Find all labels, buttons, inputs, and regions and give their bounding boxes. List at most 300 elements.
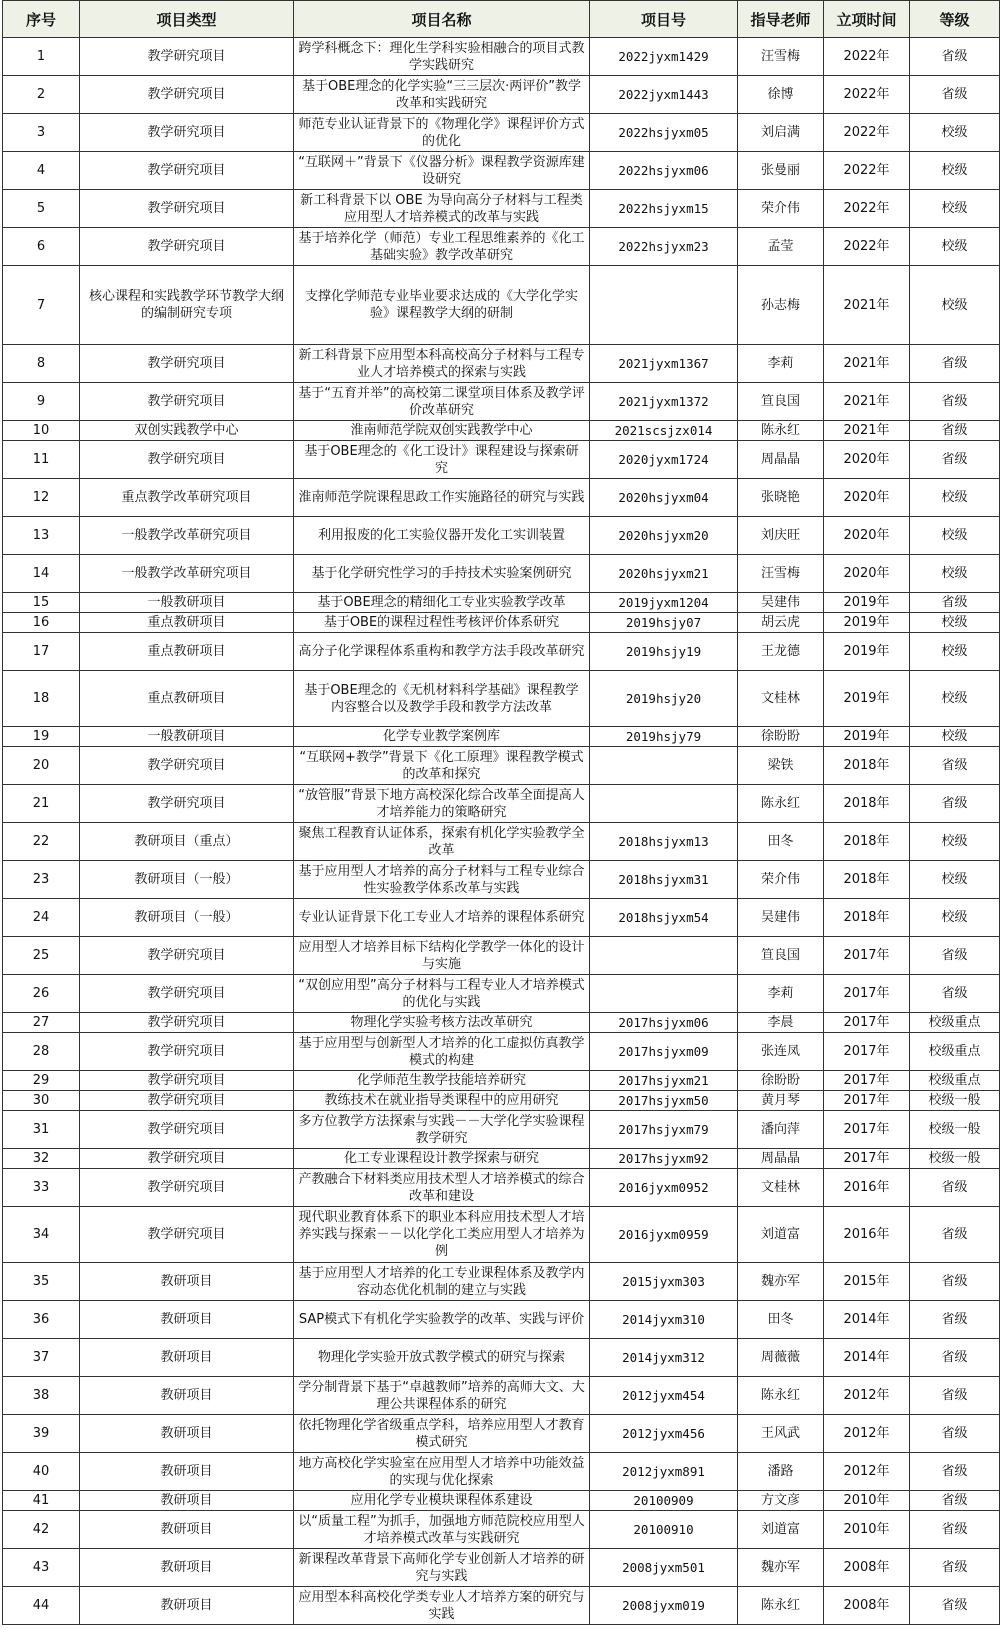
cell-name: 现代职业教育体系下的职业本科应用技术型人才培养实践与探索－－以化学化工类应用型人才培养为例 (294, 1207, 590, 1263)
cell-name: 专业认证背景下化工专业人才培养的课程体系研究 (294, 899, 590, 937)
cell-level: 省级 (910, 1263, 1000, 1301)
cell-teacher: 田冬 (738, 1301, 824, 1339)
cell-no: 24 (3, 899, 80, 937)
cell-level: 省级 (910, 593, 1000, 613)
cell-name: 基于OBE理念的化学实验“三三层次·两评价”教学改革和实践研究 (294, 76, 590, 114)
cell-teacher: 周晶晶 (738, 441, 824, 479)
cell-code (590, 785, 738, 823)
cell-type: 教研项目（一般） (80, 899, 294, 937)
cell-level: 校级重点 (910, 1071, 1000, 1091)
projects-table (2, 0, 1000, 1625)
table-row (3, 1453, 1000, 1491)
cell-teacher: 李晨 (738, 1013, 824, 1033)
cell-type: 一般教研项目 (80, 727, 294, 747)
cell-code: 2012jyxm456 (590, 1415, 738, 1453)
cell-no: 27 (3, 1013, 80, 1033)
cell-code: 2019hsjy19 (590, 633, 738, 671)
cell-code: 2008jyxm501 (590, 1549, 738, 1587)
cell-no: 18 (3, 671, 80, 727)
cell-level: 校级一般 (910, 1149, 1000, 1169)
cell-name: SAP模式下有机化学实验教学的改革、实践与评价 (294, 1301, 590, 1339)
cell-teacher: 荣介伟 (738, 861, 824, 899)
cell-year: 2017年 (824, 1149, 910, 1169)
cell-teacher: 刘道富 (738, 1207, 824, 1263)
cell-name: 新课程改革背景下高师化学专业创新人才培养的研究与实践 (294, 1549, 590, 1587)
cell-code: 2019hsjy79 (590, 727, 738, 747)
cell-year: 2017年 (824, 1091, 910, 1111)
cell-code: 2017hsjyxm09 (590, 1033, 738, 1071)
table-row (3, 1207, 1000, 1263)
cell-year: 2022年 (824, 228, 910, 266)
cell-no: 17 (3, 633, 80, 671)
cell-level: 省级 (910, 1169, 1000, 1207)
cell-teacher: 刘庆旺 (738, 517, 824, 555)
cell-name: 教练技术在就业指导类课程中的应用研究 (294, 1091, 590, 1111)
cell-level: 校级 (910, 228, 1000, 266)
table-row (3, 1415, 1000, 1453)
cell-type: 教学研究项目 (80, 937, 294, 975)
cell-type: 教学研究项目 (80, 114, 294, 152)
cell-name: 物理化学实验考核方法改革研究 (294, 1013, 590, 1033)
cell-type: 教学研究项目 (80, 975, 294, 1013)
cell-no: 26 (3, 975, 80, 1013)
cell-level: 校级 (910, 671, 1000, 727)
table-row (3, 633, 1000, 671)
cell-code: 2020hsjyxm21 (590, 555, 738, 593)
table-row (3, 38, 1000, 76)
cell-level: 校级一般 (910, 1091, 1000, 1111)
cell-type: 教研项目 (80, 1339, 294, 1377)
cell-teacher: 刘启满 (738, 114, 824, 152)
table-row (3, 1491, 1000, 1511)
cell-type: 一般教研项目 (80, 593, 294, 613)
cell-teacher: 田冬 (738, 823, 824, 861)
table-row (3, 1511, 1000, 1549)
cell-name: 基于OBE理念的精细化工专业实验教学改革 (294, 593, 590, 613)
cell-no: 9 (3, 383, 80, 421)
cell-type: 重点教研项目 (80, 613, 294, 633)
table-row (3, 1169, 1000, 1207)
cell-name: 基于OBE理念的《无机材料科学基础》课程教学内容整合以及教学手段和教学方法改革 (294, 671, 590, 727)
cell-no: 40 (3, 1453, 80, 1491)
cell-name: 地方高校化学实验室在应用型人才培养中功能效益的实现与优化探索 (294, 1453, 590, 1491)
cell-name: 高分子化学课程体系重构和教学方法手段改革研究 (294, 633, 590, 671)
cell-code: 2019hsjy07 (590, 613, 738, 633)
cell-no: 8 (3, 345, 80, 383)
cell-code: 2014jyxm312 (590, 1339, 738, 1377)
table-row (3, 345, 1000, 383)
table-row (3, 441, 1000, 479)
cell-no: 25 (3, 937, 80, 975)
cell-type: 教学研究项目 (80, 383, 294, 421)
cell-code: 2022jyxm1429 (590, 38, 738, 76)
cell-level: 校级 (910, 613, 1000, 633)
cell-type: 教研项目 (80, 1301, 294, 1339)
cell-code: 2008jyxm019 (590, 1587, 738, 1625)
table-row (3, 937, 1000, 975)
cell-year: 2012年 (824, 1415, 910, 1453)
cell-no: 28 (3, 1033, 80, 1071)
cell-no: 4 (3, 152, 80, 190)
header-name: 项目名称 (294, 1, 590, 38)
cell-no: 5 (3, 190, 80, 228)
cell-type: 一般教学改革研究项目 (80, 517, 294, 555)
cell-code (590, 747, 738, 785)
cell-type: 重点教学改革研究项目 (80, 479, 294, 517)
cell-name: 新工科背景下以 OBE 为导向高分子材料与工程类应用型人才培养模式的改革与实践 (294, 190, 590, 228)
cell-type: 教研项目 (80, 1511, 294, 1549)
header-no: 序号 (3, 1, 80, 38)
cell-name: “双创应用型”高分子材料与工程专业人才培养模式的优化与实践 (294, 975, 590, 1013)
cell-teacher: 李莉 (738, 345, 824, 383)
table-row (3, 1033, 1000, 1071)
cell-level: 省级 (910, 1301, 1000, 1339)
cell-teacher: 文桂林 (738, 671, 824, 727)
cell-code: 2018hsjyxm54 (590, 899, 738, 937)
cell-name: 基于OBE的课程过程性考核评价体系研究 (294, 613, 590, 633)
cell-teacher: 陈永红 (738, 421, 824, 441)
cell-level: 省级 (910, 1511, 1000, 1549)
cell-teacher: 梁铁 (738, 747, 824, 785)
table-row (3, 421, 1000, 441)
cell-no: 44 (3, 1587, 80, 1625)
cell-name: “互联网+教学”背景下《化工原理》课程教学模式的改革和探究 (294, 747, 590, 785)
cell-type: 一般教学改革研究项目 (80, 555, 294, 593)
cell-type: 教研项目 (80, 1377, 294, 1415)
cell-year: 2017年 (824, 1111, 910, 1149)
cell-teacher: 周薇薇 (738, 1339, 824, 1377)
cell-no: 22 (3, 823, 80, 861)
cell-level: 校级重点 (910, 1013, 1000, 1033)
cell-code: 2019jyxm1204 (590, 593, 738, 613)
cell-level: 省级 (910, 1339, 1000, 1377)
table-row (3, 823, 1000, 861)
cell-year: 2019年 (824, 727, 910, 747)
cell-code: 2017hsjyxm21 (590, 1071, 738, 1091)
header-type: 项目类型 (80, 1, 294, 38)
cell-level: 省级 (910, 1491, 1000, 1511)
cell-level: 省级 (910, 38, 1000, 76)
cell-year: 2008年 (824, 1587, 910, 1625)
cell-type: 教学研究项目 (80, 747, 294, 785)
cell-type: 教学研究项目 (80, 1149, 294, 1169)
table-row (3, 1091, 1000, 1111)
table-row (3, 76, 1000, 114)
table-row (3, 861, 1000, 899)
cell-level: 省级 (910, 747, 1000, 785)
cell-name: 基于应用型与创新型人才培养的化工虚拟仿真教学模式的构建 (294, 1033, 590, 1071)
cell-code: 2022hsjyxm15 (590, 190, 738, 228)
table-row (3, 1339, 1000, 1377)
cell-no: 12 (3, 479, 80, 517)
cell-no: 32 (3, 1149, 80, 1169)
cell-type: 教研项目 (80, 1549, 294, 1587)
cell-code: 2022hsjyxm06 (590, 152, 738, 190)
cell-code (590, 937, 738, 975)
cell-name: 化工专业课程设计教学探索与研究 (294, 1149, 590, 1169)
cell-code: 2015jyxm303 (590, 1263, 738, 1301)
cell-year: 2018年 (824, 747, 910, 785)
cell-no: 37 (3, 1339, 80, 1377)
cell-name: 基于化学研究性学习的手持技术实验案例研究 (294, 555, 590, 593)
cell-code: 2020hsjyxm20 (590, 517, 738, 555)
cell-level: 校级 (910, 517, 1000, 555)
cell-teacher: 徐博 (738, 76, 824, 114)
table-row (3, 228, 1000, 266)
cell-year: 2012年 (824, 1453, 910, 1491)
cell-level: 省级 (910, 1377, 1000, 1415)
cell-type: 教研项目 (80, 1415, 294, 1453)
cell-code: 2018hsjyxm31 (590, 861, 738, 899)
cell-year: 2017年 (824, 1033, 910, 1071)
cell-name: 基于培养化学（师范）专业工程思维素养的《化工基础实验》教学改革研究 (294, 228, 590, 266)
table-row (3, 1071, 1000, 1091)
cell-name: 学分制背景下基于“卓越教师”培养的高师大文、大理公共课程体系的研究 (294, 1377, 590, 1415)
table-row (3, 190, 1000, 228)
cell-type: 教学研究项目 (80, 345, 294, 383)
cell-type: 教学研究项目 (80, 785, 294, 823)
cell-year: 2022年 (824, 190, 910, 228)
cell-year: 2018年 (824, 899, 910, 937)
cell-no: 6 (3, 228, 80, 266)
cell-level: 省级 (910, 1415, 1000, 1453)
cell-teacher: 张曼丽 (738, 152, 824, 190)
cell-teacher: 吴建伟 (738, 899, 824, 937)
cell-year: 2017年 (824, 937, 910, 975)
cell-no: 16 (3, 613, 80, 633)
cell-teacher: 潘路 (738, 1453, 824, 1491)
cell-type: 教研项目 (80, 1263, 294, 1301)
cell-teacher: 徐盼盼 (738, 727, 824, 747)
cell-level: 省级 (910, 785, 1000, 823)
cell-name: 化学师范生教学技能培养研究 (294, 1071, 590, 1091)
cell-teacher: 陈永红 (738, 1587, 824, 1625)
cell-level: 省级 (910, 345, 1000, 383)
cell-type: 教学研究项目 (80, 1207, 294, 1263)
header-level: 等级 (910, 1, 1000, 38)
cell-type: 教学研究项目 (80, 76, 294, 114)
cell-year: 2018年 (824, 785, 910, 823)
cell-year: 2021年 (824, 345, 910, 383)
table-row (3, 671, 1000, 727)
cell-code (590, 975, 738, 1013)
cell-type: 教学研究项目 (80, 228, 294, 266)
table-row (3, 555, 1000, 593)
cell-teacher: 周晶晶 (738, 1149, 824, 1169)
cell-year: 2016年 (824, 1207, 910, 1263)
cell-year: 2019年 (824, 593, 910, 613)
cell-teacher: 张连凤 (738, 1033, 824, 1071)
cell-no: 1 (3, 38, 80, 76)
table-row (3, 266, 1000, 345)
cell-type: 教学研究项目 (80, 441, 294, 479)
table-row (3, 747, 1000, 785)
cell-year: 2019年 (824, 671, 910, 727)
cell-level: 校级 (910, 114, 1000, 152)
cell-type: 教研项目（一般） (80, 861, 294, 899)
cell-code: 2017hsjyxm50 (590, 1091, 738, 1111)
cell-year: 2020年 (824, 555, 910, 593)
cell-year: 2017年 (824, 1071, 910, 1091)
cell-level: 校级 (910, 823, 1000, 861)
cell-year: 2019年 (824, 633, 910, 671)
cell-type: 教研项目（重点） (80, 823, 294, 861)
cell-teacher: 荣介伟 (738, 190, 824, 228)
cell-type: 教学研究项目 (80, 1033, 294, 1071)
cell-no: 29 (3, 1071, 80, 1091)
cell-year: 2010年 (824, 1511, 910, 1549)
cell-teacher: 魏亦军 (738, 1549, 824, 1587)
cell-level: 省级 (910, 421, 1000, 441)
table-row (3, 1587, 1000, 1625)
cell-no: 31 (3, 1111, 80, 1149)
cell-year: 2017年 (824, 975, 910, 1013)
table-row (3, 899, 1000, 937)
cell-year: 2019年 (824, 613, 910, 633)
cell-year: 2008年 (824, 1549, 910, 1587)
cell-name: 应用型本科高校化学类专业人才培养方案的研究与实践 (294, 1587, 590, 1625)
cell-code: 20100910 (590, 1511, 738, 1549)
cell-type: 教学研究项目 (80, 152, 294, 190)
cell-name: 以“质量工程”为抓手，加强地方师范院校应用型人才培养模式改革与实践研究 (294, 1511, 590, 1549)
table-row (3, 1377, 1000, 1415)
cell-level: 省级 (910, 975, 1000, 1013)
cell-teacher: 张晓艳 (738, 479, 824, 517)
cell-teacher: 汪雪梅 (738, 38, 824, 76)
cell-level: 省级 (910, 1587, 1000, 1625)
cell-name: 利用报废的化工实验仪器开发化工实训装置 (294, 517, 590, 555)
cell-year: 2017年 (824, 1013, 910, 1033)
cell-teacher: 魏亦军 (738, 1263, 824, 1301)
cell-level: 校级 (910, 266, 1000, 345)
cell-year: 2010年 (824, 1491, 910, 1511)
cell-year: 2022年 (824, 152, 910, 190)
cell-year: 2022年 (824, 76, 910, 114)
cell-name: 淮南师范学院课程思政工作实施路径的研究与实践 (294, 479, 590, 517)
cell-year: 2018年 (824, 823, 910, 861)
cell-no: 15 (3, 593, 80, 613)
cell-teacher: 黄月琴 (738, 1091, 824, 1111)
cell-code: 2021jyxm1372 (590, 383, 738, 421)
cell-type: 核心课程和实践教学环节教学大纲的编制研究专项 (80, 266, 294, 345)
cell-code: 2016jyxm0952 (590, 1169, 738, 1207)
cell-year: 2021年 (824, 266, 910, 345)
cell-name: 基于应用型人才培养的高分子材料与工程专业综合性实验教学体系改革与实践 (294, 861, 590, 899)
cell-year: 2012年 (824, 1377, 910, 1415)
cell-year: 2022年 (824, 38, 910, 76)
cell-name: 新工科背景下应用型本科高校高分子材料与工程专业人才培养模式的探索与实践 (294, 345, 590, 383)
cell-code: 2017hsjyxm06 (590, 1013, 738, 1033)
cell-name: 支撑化学师范专业毕业要求达成的《大学化学实验》课程教学大纲的研制 (294, 266, 590, 345)
cell-level: 校级 (910, 479, 1000, 517)
cell-level: 省级 (910, 1453, 1000, 1491)
cell-no: 10 (3, 421, 80, 441)
cell-level: 校级 (910, 899, 1000, 937)
cell-year: 2021年 (824, 383, 910, 421)
cell-code: 2020hsjyxm04 (590, 479, 738, 517)
cell-level: 省级 (910, 937, 1000, 975)
cell-level: 校级一般 (910, 1111, 1000, 1149)
cell-teacher: 陈永红 (738, 1377, 824, 1415)
cell-teacher: 笪良国 (738, 383, 824, 421)
cell-teacher: 吴建伟 (738, 593, 824, 613)
cell-level: 校级 (910, 861, 1000, 899)
cell-code: 2012jyxm891 (590, 1453, 738, 1491)
cell-type: 教学研究项目 (80, 1111, 294, 1149)
table-row (3, 1301, 1000, 1339)
cell-name: “放管服”背景下地方高校深化综合改革全面提高人才培养能力的策略研究 (294, 785, 590, 823)
cell-code: 2018hsjyxm13 (590, 823, 738, 861)
table-row (3, 613, 1000, 633)
table-row (3, 1549, 1000, 1587)
cell-level: 省级 (910, 76, 1000, 114)
cell-no: 20 (3, 747, 80, 785)
cell-name: 基于“五育并举”的高校第二课堂项目体系及教学评价改革研究 (294, 383, 590, 421)
cell-teacher: 徐盼盼 (738, 1071, 824, 1091)
cell-no: 19 (3, 727, 80, 747)
cell-type: 教研项目 (80, 1453, 294, 1491)
cell-no: 36 (3, 1301, 80, 1339)
cell-name: 基于OBE理念的《化工设计》课程建设与探索研究 (294, 441, 590, 479)
cell-year: 2018年 (824, 861, 910, 899)
cell-year: 2014年 (824, 1301, 910, 1339)
cell-type: 教学研究项目 (80, 1169, 294, 1207)
cell-code: 2021jyxm1367 (590, 345, 738, 383)
cell-no: 41 (3, 1491, 80, 1511)
cell-no: 33 (3, 1169, 80, 1207)
cell-teacher: 孟莹 (738, 228, 824, 266)
cell-no: 42 (3, 1511, 80, 1549)
cell-code: 2022hsjyxm05 (590, 114, 738, 152)
cell-name: 产教融合下材料类应用技术型人才培养模式的综合改革和建设 (294, 1169, 590, 1207)
cell-no: 3 (3, 114, 80, 152)
cell-level: 校级 (910, 727, 1000, 747)
table-row (3, 383, 1000, 421)
cell-year: 2021年 (824, 421, 910, 441)
cell-teacher: 孙志梅 (738, 266, 824, 345)
cell-teacher: 笪良国 (738, 937, 824, 975)
cell-no: 34 (3, 1207, 80, 1263)
cell-name: 淮南师范学院双创实践教学中心 (294, 421, 590, 441)
table-row (3, 1013, 1000, 1033)
cell-level: 校级重点 (910, 1033, 1000, 1071)
cell-level: 校级 (910, 190, 1000, 228)
cell-no: 11 (3, 441, 80, 479)
cell-teacher: 方文彦 (738, 1491, 824, 1511)
cell-type: 教研项目 (80, 1491, 294, 1511)
cell-year: 2015年 (824, 1263, 910, 1301)
cell-type: 教学研究项目 (80, 190, 294, 228)
cell-name: 应用型人才培养目标下结构化学教学一体化的设计与实施 (294, 937, 590, 975)
cell-year: 2014年 (824, 1339, 910, 1377)
table-row (3, 517, 1000, 555)
cell-code: 2017hsjyxm92 (590, 1149, 738, 1169)
header-year: 立项时间 (824, 1, 910, 38)
table-row (3, 114, 1000, 152)
cell-type: 重点教研项目 (80, 633, 294, 671)
cell-teacher: 李莉 (738, 975, 824, 1013)
cell-type: 教研项目 (80, 1587, 294, 1625)
cell-teacher: 文桂林 (738, 1169, 824, 1207)
cell-name: 基于应用型人才培养的化工专业课程体系及教学内容动态优化机制的建立与实践 (294, 1263, 590, 1301)
table-row (3, 727, 1000, 747)
cell-no: 2 (3, 76, 80, 114)
cell-type: 教学研究项目 (80, 1013, 294, 1033)
table-row (3, 785, 1000, 823)
cell-teacher: 刘道富 (738, 1511, 824, 1549)
cell-name: 多方位教学方法探索与实践－－大学化学实验课程教学研究 (294, 1111, 590, 1149)
cell-code: 2020jyxm1724 (590, 441, 738, 479)
